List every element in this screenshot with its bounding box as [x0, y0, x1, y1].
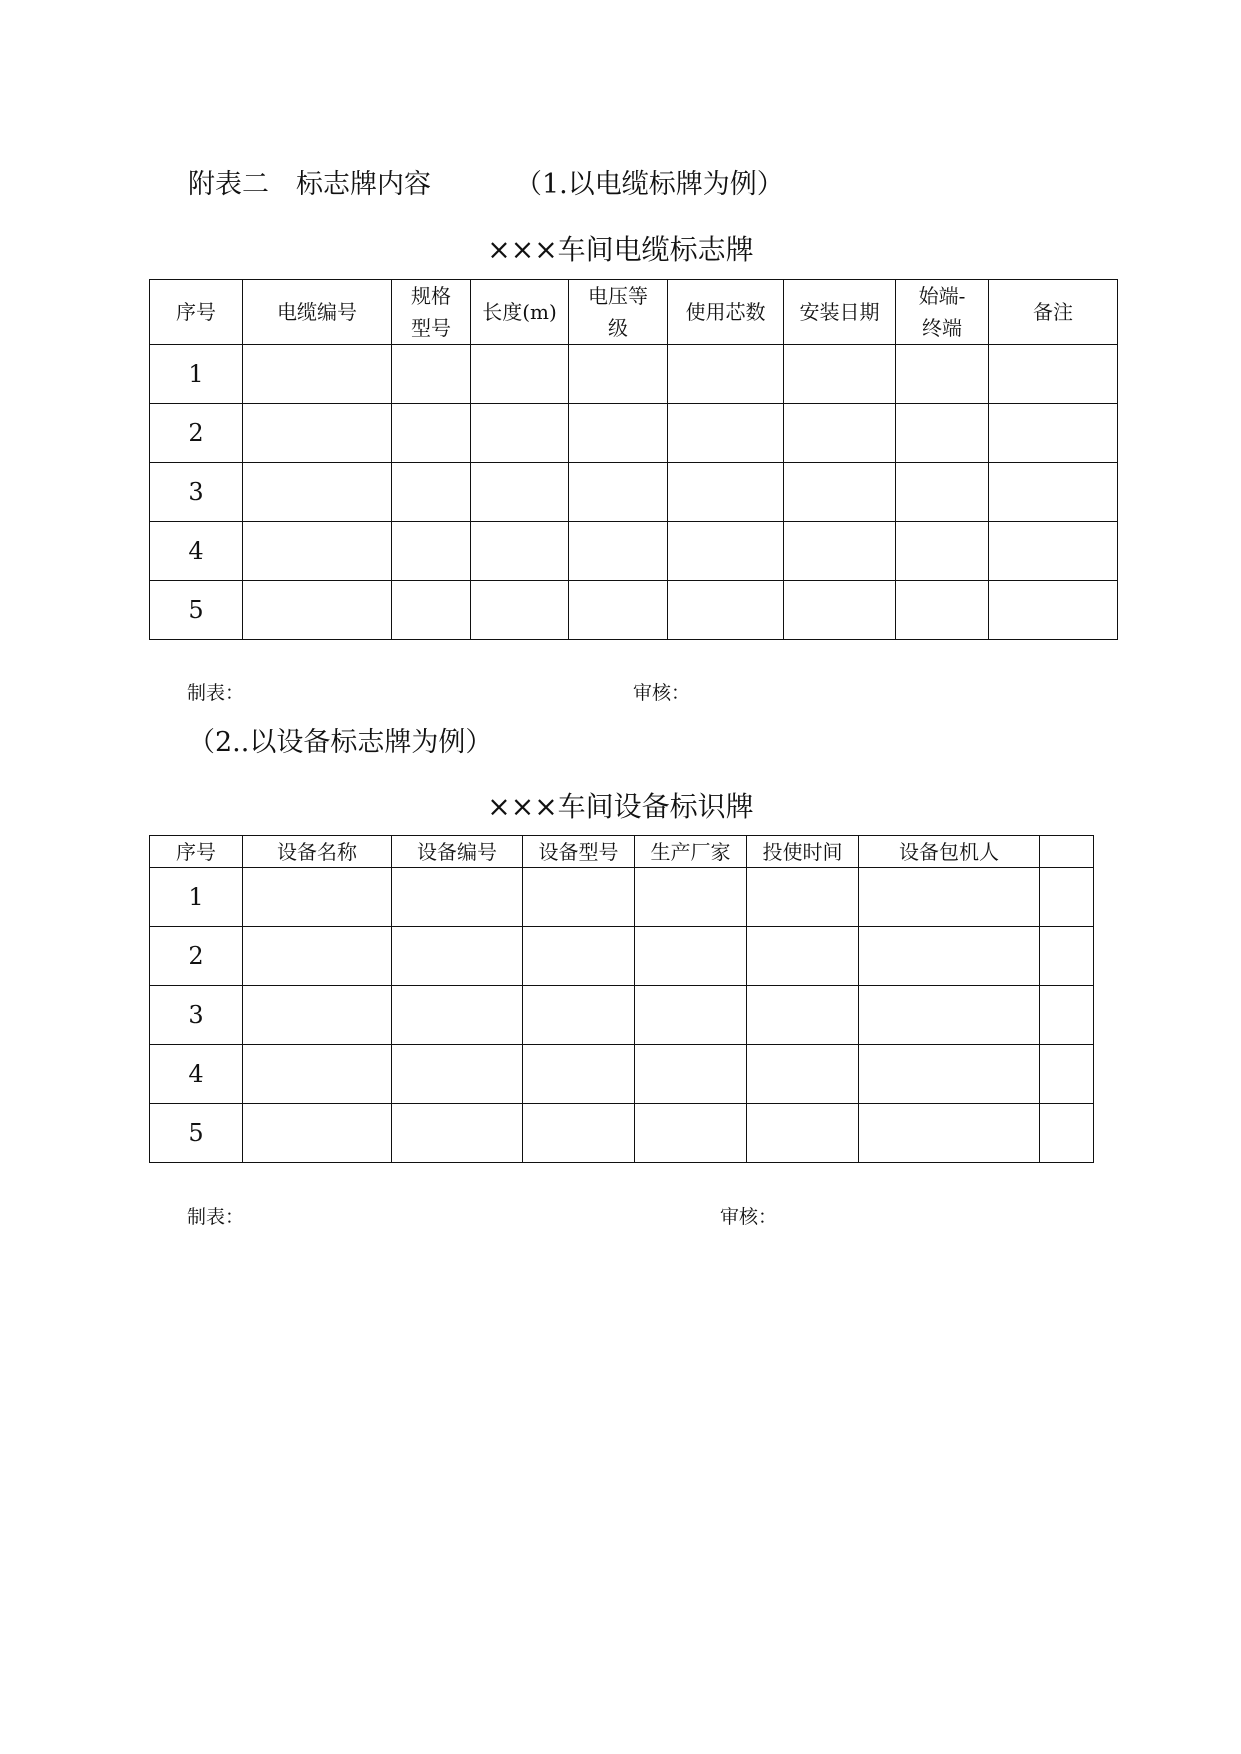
cable-column-header — [569, 280, 668, 345]
table-row — [150, 404, 1118, 463]
appendix-heading: 附表二 标志牌内容 — [188, 169, 431, 200]
equipment-column-header: 序号 — [150, 836, 243, 868]
cable-table-title: ×××车间电缆标志牌 — [487, 233, 754, 266]
empty-cell — [523, 868, 635, 927]
table-row — [150, 581, 1118, 640]
row-number: 5 — [150, 581, 243, 640]
empty-cell — [859, 1045, 1040, 1104]
empty-cell — [784, 522, 896, 581]
empty-cell — [747, 1104, 859, 1163]
equipment-table-header-row — [150, 836, 1094, 868]
header-line: 电压等 — [588, 284, 648, 308]
empty-cell — [471, 581, 569, 640]
equipment-reviewed-by-label: 审核： — [720, 1206, 778, 1228]
empty-cell — [635, 1104, 747, 1163]
equipment-prepared-by-label: 制表： — [187, 1206, 245, 1228]
empty-cell — [1040, 1045, 1094, 1104]
table-row — [150, 1104, 1094, 1163]
empty-cell — [989, 345, 1118, 404]
header-line: 安装日期 — [799, 300, 880, 324]
cable-table-header-row — [150, 280, 1118, 345]
table-row — [150, 345, 1118, 404]
row-number: 1 — [150, 345, 243, 404]
table-row — [150, 868, 1094, 927]
empty-cell — [668, 404, 784, 463]
header-line: 备注 — [1033, 300, 1073, 324]
empty-cell — [243, 986, 392, 1045]
header-line: 始端- — [918, 284, 966, 308]
empty-cell — [859, 1104, 1040, 1163]
empty-cell — [243, 404, 392, 463]
empty-cell — [523, 1045, 635, 1104]
empty-cell — [392, 522, 471, 581]
empty-cell — [784, 345, 896, 404]
empty-cell — [989, 463, 1118, 522]
row-number: 1 — [150, 868, 243, 927]
header-line: 型号 — [411, 316, 451, 340]
empty-cell — [747, 927, 859, 986]
empty-cell — [243, 463, 392, 522]
empty-cell — [859, 868, 1040, 927]
empty-cell — [569, 404, 668, 463]
empty-cell — [243, 345, 392, 404]
empty-cell — [784, 463, 896, 522]
cable-column-header — [989, 280, 1118, 345]
header-line: 级 — [608, 316, 628, 340]
empty-cell — [392, 927, 523, 986]
empty-cell — [989, 522, 1118, 581]
empty-cell — [784, 581, 896, 640]
empty-cell — [243, 1104, 392, 1163]
empty-cell — [668, 581, 784, 640]
empty-cell — [635, 927, 747, 986]
empty-cell — [747, 868, 859, 927]
empty-cell — [896, 404, 989, 463]
empty-cell — [569, 581, 668, 640]
header-line: 序号 — [176, 300, 216, 324]
empty-cell — [1040, 986, 1094, 1045]
cable-reviewed-by-label: 审核： — [633, 682, 691, 704]
cable-sign-table — [149, 279, 1118, 640]
empty-cell — [523, 986, 635, 1045]
equipment-column-header: 设备包机人 — [859, 836, 1040, 868]
empty-cell — [635, 868, 747, 927]
empty-cell — [989, 581, 1118, 640]
empty-cell — [243, 927, 392, 986]
equipment-column-header — [1040, 836, 1094, 868]
empty-cell — [471, 522, 569, 581]
empty-cell — [392, 1045, 523, 1104]
cable-column-header — [243, 280, 392, 345]
empty-cell — [569, 522, 668, 581]
empty-cell — [896, 345, 989, 404]
empty-cell — [896, 581, 989, 640]
empty-cell — [668, 345, 784, 404]
empty-cell — [859, 927, 1040, 986]
row-number: 4 — [150, 522, 243, 581]
row-number: 5 — [150, 1104, 243, 1163]
row-number: 2 — [150, 927, 243, 986]
cable-column-header — [392, 280, 471, 345]
cable-column-header — [150, 280, 243, 345]
equipment-column-header: 设备名称 — [243, 836, 392, 868]
equipment-column-header: 设备编号 — [392, 836, 523, 868]
header-line: 电缆编号 — [277, 300, 357, 324]
row-number: 2 — [150, 404, 243, 463]
empty-cell — [635, 1045, 747, 1104]
empty-cell — [243, 868, 392, 927]
header-line: 终端 — [922, 316, 962, 340]
empty-cell — [896, 463, 989, 522]
cable-prepared-by-label: 制表： — [187, 682, 245, 704]
empty-cell — [859, 986, 1040, 1045]
row-number: 4 — [150, 1045, 243, 1104]
empty-cell — [392, 404, 471, 463]
empty-cell — [243, 1045, 392, 1104]
empty-cell — [1040, 868, 1094, 927]
empty-cell — [1040, 1104, 1094, 1163]
empty-cell — [896, 522, 989, 581]
empty-cell — [569, 345, 668, 404]
empty-cell — [635, 986, 747, 1045]
empty-cell — [392, 581, 471, 640]
row-number: 3 — [150, 986, 243, 1045]
empty-cell — [569, 463, 668, 522]
example-2-heading: （2..以设备标志牌为例） — [188, 727, 493, 758]
empty-cell — [523, 927, 635, 986]
table-row — [150, 463, 1118, 522]
empty-cell — [523, 1104, 635, 1163]
header-line: 规格 — [411, 284, 451, 308]
empty-cell — [392, 986, 523, 1045]
header-line: 使用芯数 — [685, 300, 766, 324]
empty-cell — [989, 404, 1118, 463]
empty-cell — [668, 463, 784, 522]
empty-cell — [1040, 927, 1094, 986]
empty-cell — [392, 345, 471, 404]
equipment-sign-table — [149, 835, 1094, 1163]
table-row — [150, 1045, 1094, 1104]
cable-column-header — [784, 280, 896, 345]
empty-cell — [747, 1045, 859, 1104]
empty-cell — [747, 986, 859, 1045]
cable-column-header — [471, 280, 569, 345]
empty-cell — [784, 404, 896, 463]
empty-cell — [471, 404, 569, 463]
empty-cell — [243, 522, 392, 581]
equipment-column-header: 生产厂家 — [635, 836, 747, 868]
empty-cell — [243, 581, 392, 640]
table-row — [150, 522, 1118, 581]
header-line: 长度(m) — [482, 300, 557, 324]
example-1-heading: （1.以电缆标牌为例） — [515, 169, 784, 200]
empty-cell — [471, 463, 569, 522]
table-row — [150, 986, 1094, 1045]
empty-cell — [392, 1104, 523, 1163]
table-row — [150, 927, 1094, 986]
equipment-column-header: 设备型号 — [523, 836, 635, 868]
empty-cell — [392, 868, 523, 927]
empty-cell — [471, 345, 569, 404]
cable-column-header — [896, 280, 989, 345]
equipment-table-title: ×××车间设备标识牌 — [487, 790, 754, 823]
equipment-column-header: 投使时间 — [747, 836, 859, 868]
cable-column-header — [668, 280, 784, 345]
empty-cell — [668, 522, 784, 581]
empty-cell — [392, 463, 471, 522]
row-number: 3 — [150, 463, 243, 522]
